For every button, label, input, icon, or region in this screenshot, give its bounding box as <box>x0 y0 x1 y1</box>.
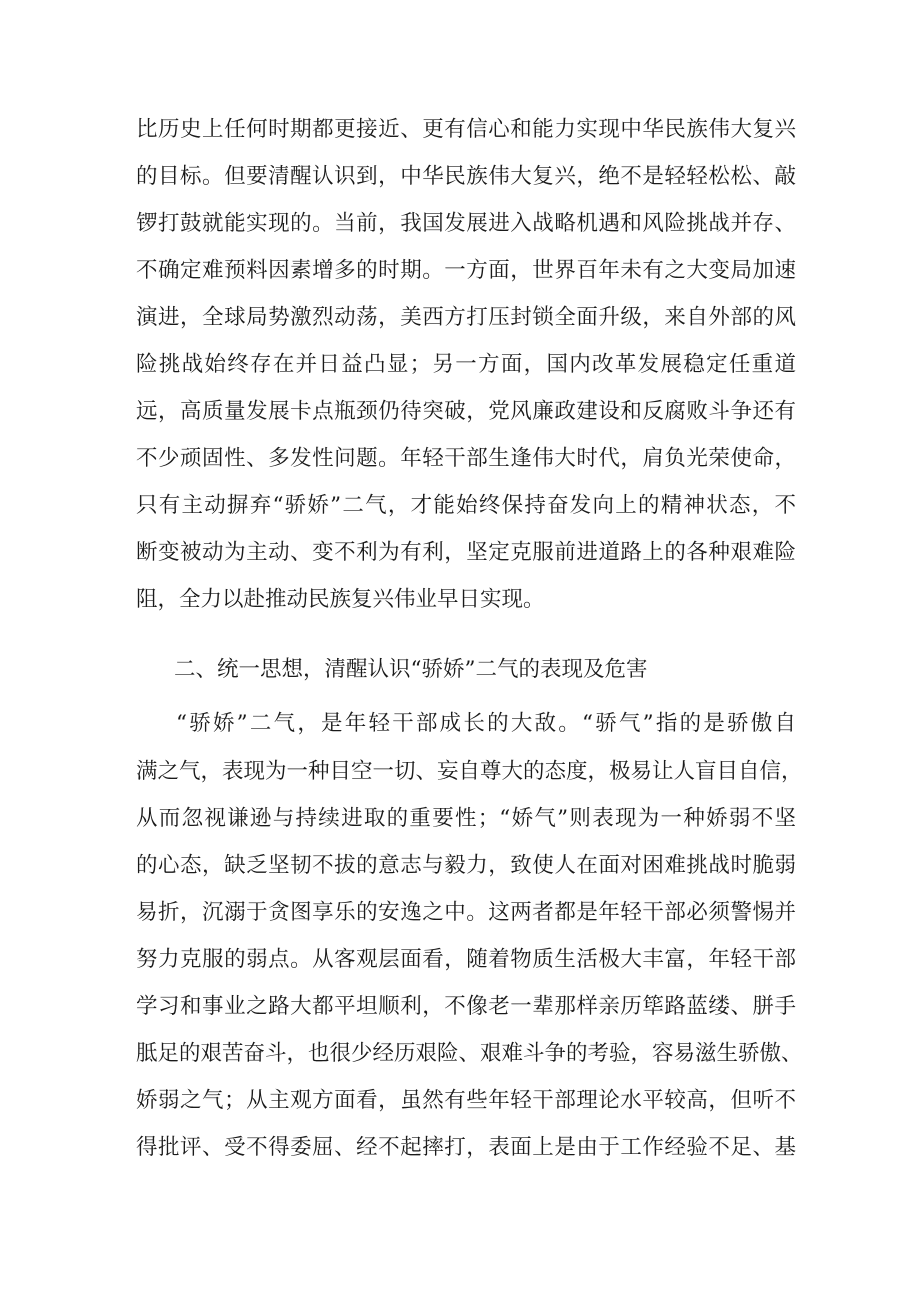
paragraph-2-line-5: 易折，沉溺于贪图享乐的安逸之中。这两者都是年轻干部必须警惕并 <box>136 900 796 925</box>
paragraph-2-line-4: 的心态，缺乏坚韧不拔的意志与毅力，致使人在面对困难挑战时脆弱 <box>136 853 796 878</box>
paragraph-1-line-9: 只有主动摒弃“骄娇”二气，才能始终保持奋发向上的精神状态，不 <box>136 493 796 518</box>
paragraph-2-line-10: 得批评、受不得委屈、经不起摔打，表面上是由于工作经验不足、基 <box>136 1135 796 1160</box>
paragraph-2-line-1: “骄娇”二气，是年轻干部成长的大敌。“骄气”指的是骄傲自 <box>176 711 796 736</box>
paragraph-1-line-7: 远，高质量发展卡点瓶颈仍待突破，党风廉政建设和反腐败斗争还有 <box>136 399 796 424</box>
paragraph-1-line-4: 不确定难预料因素增多的时期。一方面，世界百年未有之大变局加速 <box>136 258 796 283</box>
paragraph-2-line-9: 娇弱之气；从主观方面看，虽然有些年轻干部理论水平较高，但听不 <box>136 1088 796 1113</box>
paragraph-1-line-10: 断变被动为主动、变不利为有利，坚定克服前进道路上的各种艰难险 <box>136 540 796 565</box>
paragraph-1-line-6: 险挑战始终存在并日益凸显；另一方面，国内改革发展稳定任重道 <box>136 352 796 377</box>
paragraph-1-line-1: 比历史上任何时期都更接近、更有信心和能力实现中华民族伟大复兴 <box>136 117 796 142</box>
paragraph-2-line-3: 从而忽视谦逊与持续进取的重要性；“娇气”则表现为一种娇弱不坚 <box>136 806 796 831</box>
paragraph-1-line-3: 锣打鼓就能实现的。当前，我国发展进入战略机遇和风险挑战并存、 <box>136 211 796 236</box>
paragraph-2-line-6: 努力克服的弱点。从客观层面看，随着物质生活极大丰富，年轻干部 <box>136 947 796 972</box>
section-heading-2: 二、统一思想，清醒认识“骄娇”二气的表现及危害 <box>174 657 648 682</box>
paragraph-2-line-2: 满之气，表现为一种目空一切、妄自尊大的态度，极易让人盲目自信， <box>136 759 803 784</box>
paragraph-2-line-7: 学习和事业之路大都平坦顺利，不像老一辈那样亲历筚路蓝缕、胼手 <box>136 994 796 1019</box>
paragraph-1-line-8: 不少顽固性、多发性问题。年轻干部生逢伟大时代，肩负光荣使命， <box>136 446 796 471</box>
paragraph-1-line-2: 的目标。但要清醒认识到，中华民族伟大复兴，绝不是轻轻松松、敲 <box>136 164 796 189</box>
paragraph-2-line-8: 胝足的艰苦奋斗，也很少经历艰险、艰难斗争的考验，容易滋生骄傲、 <box>136 1041 803 1066</box>
paragraph-1-line-5: 演进，全球局势激烈动荡，美西方打压封锁全面升级，来自外部的风 <box>136 305 796 330</box>
paragraph-1-line-11: 阻，全力以赴推动民族复兴伟业早日实现。 <box>136 587 545 612</box>
